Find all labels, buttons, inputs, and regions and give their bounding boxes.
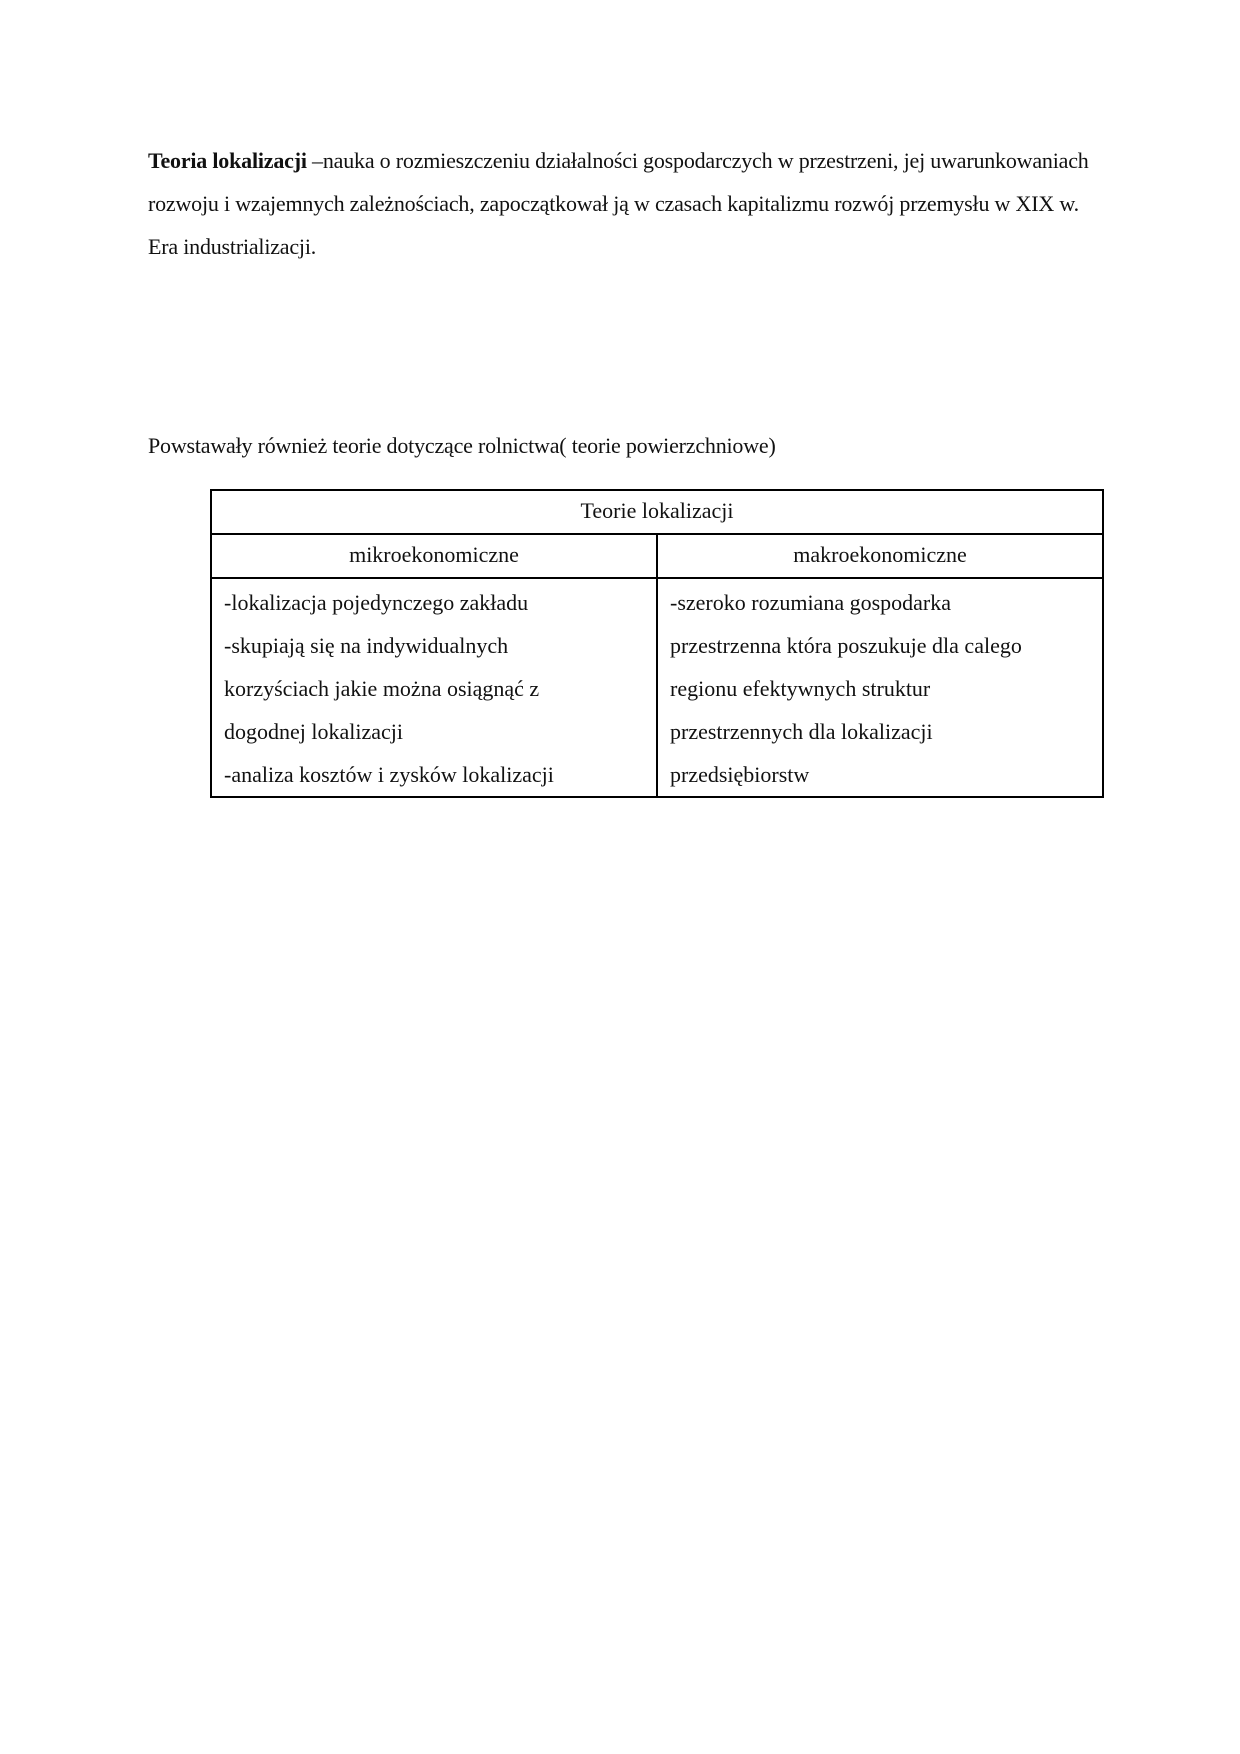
- table-title: Teorie lokalizacji: [211, 490, 1103, 534]
- table-row: [211, 578, 1103, 797]
- defined-term: Teoria lokalizacji: [148, 148, 307, 173]
- macro-description-cell: [657, 578, 1103, 797]
- definition-text: –nauka o rozmieszczeniu działalności gospodarczych w przestrzeni, jej uwarunkowaniach rozwoju i wzajemnych zależnościach, zapoczątkował ją w czasach kapitalizmu rozwój przemysłu w XIX w. Era industrializacji.: [148, 148, 1089, 259]
- table-title-row: [211, 490, 1103, 534]
- cell-line: przestrzenna która poszukuje dla calego: [670, 633, 1022, 658]
- column-header-micro: mikroekonomiczne: [211, 534, 657, 578]
- cell-line: -lokalizacja pojedynczego zakładu: [224, 590, 529, 615]
- agriculture-paragraph: Powstawały również teorie dotyczące rolnictwa( teorie powierzchniowe): [148, 433, 776, 458]
- table-header-row: [211, 534, 1103, 578]
- cell-line: -analiza kosztów i zysków lokalizacji: [224, 762, 554, 787]
- column-header-macro: makroekonomiczne: [657, 534, 1103, 578]
- cell-line: przestrzennych dla lokalizacji: [670, 719, 933, 744]
- cell-line: -szeroko rozumiana gospodarka: [670, 590, 952, 615]
- intro-paragraph: [148, 139, 1108, 268]
- cell-line: regionu efektywnych struktur: [670, 676, 931, 701]
- cell-line: przedsiębiorstw: [670, 762, 810, 787]
- micro-description-cell: [211, 578, 657, 797]
- location-theories-table: [210, 489, 1104, 798]
- cell-line: dogodnej lokalizacji: [224, 719, 403, 744]
- cell-line: -skupiają się na indywidualnych: [224, 633, 509, 658]
- cell-line: korzyściach jakie można osiągnąć z: [224, 676, 540, 701]
